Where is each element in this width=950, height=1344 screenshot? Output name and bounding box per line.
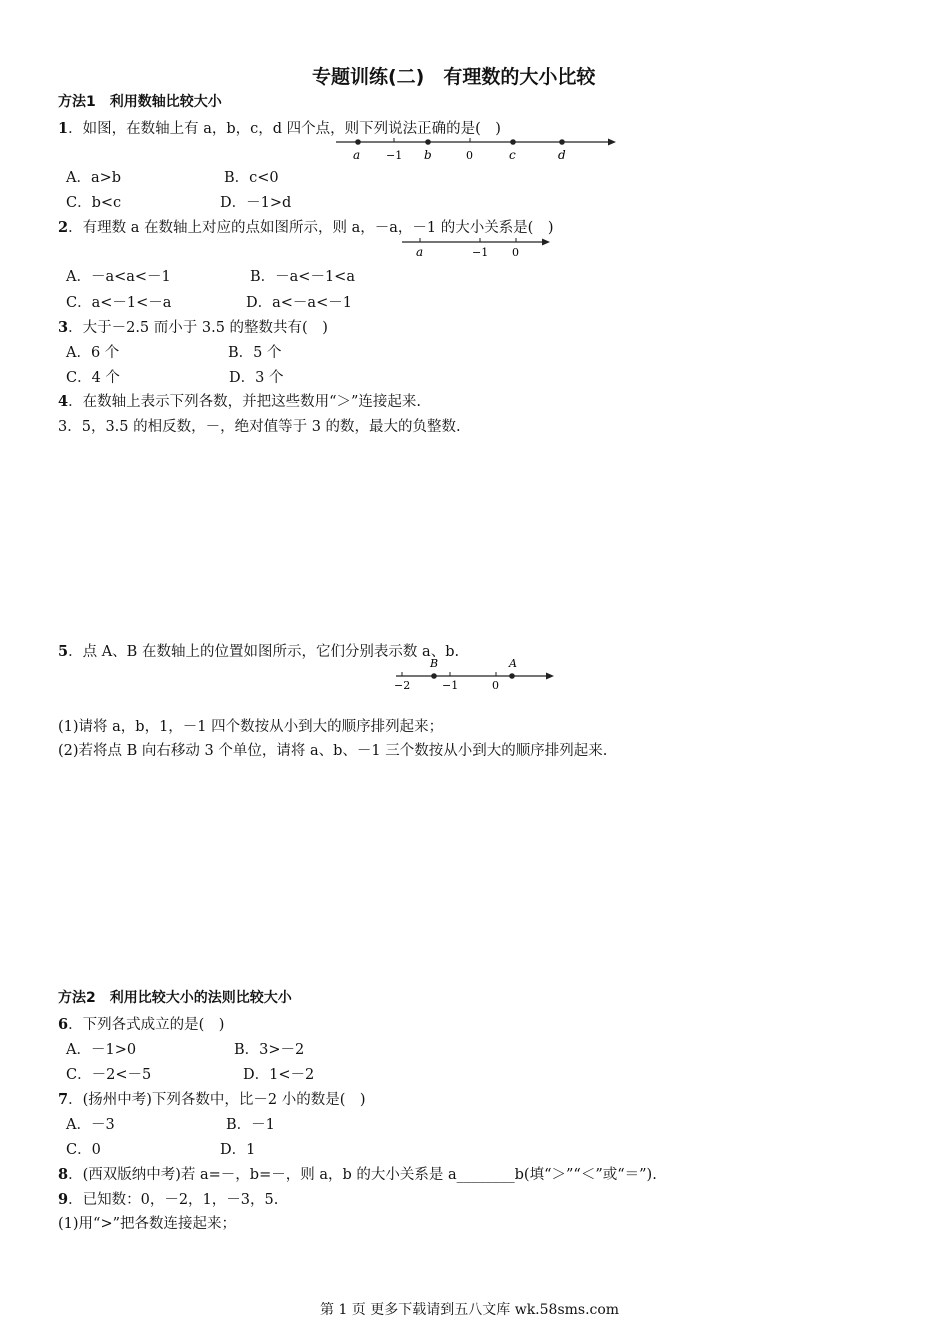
option-d[interactable]: D．a<－a<－1 — [246, 295, 352, 311]
question-9 — [58, 1188, 278, 1209]
page-title: 专题训练(二) 有理数的大小比较 — [312, 66, 596, 88]
question-text: ．下列各式成立的是( ) — [68, 1017, 225, 1033]
point-a — [509, 673, 515, 679]
axis-label: a — [353, 148, 361, 162]
option-d[interactable]: D．3 个 — [229, 370, 284, 386]
axis-arrow — [608, 139, 616, 146]
question-text: ．大于－2.5 而小于 3.5 的整数共有( ) — [68, 320, 328, 336]
axis-label: 0 — [492, 679, 499, 692]
question-number: 6 — [58, 1016, 69, 1033]
axis-label: 0 — [466, 149, 473, 162]
option-d[interactable]: D．－1>d — [220, 195, 292, 211]
question-text: ．在数轴上表示下列各数，并把这些数用“＞”连接起来. — [68, 394, 422, 410]
question-5-part-2: (2)若将点 B 向右移动 3 个单位，请将 a、b、－1 三个数按从小到大的顺序排列起来. — [58, 743, 608, 759]
point-a — [355, 139, 361, 145]
q5-number-line — [392, 654, 562, 692]
method1-heading: 方法1 利用数轴比较大小 — [58, 94, 222, 110]
question-text: ．有理数 a 在数轴上对应的点如图所示，则 a，－a，－1 的大小关系是( ) — [68, 220, 554, 236]
axis-label: −1 — [442, 679, 459, 692]
option-b[interactable]: B．5 个 — [228, 345, 282, 361]
question-number: 3 — [58, 319, 69, 336]
point-label: A — [509, 657, 517, 670]
question-6 — [58, 1013, 224, 1034]
axis-label: −1 — [386, 149, 403, 162]
question-7 — [58, 1088, 366, 1109]
axis-label: −2 — [394, 679, 411, 692]
question-number: 7 — [58, 1091, 69, 1108]
option-d[interactable]: D．1 — [220, 1142, 256, 1158]
point-label: B — [430, 657, 439, 670]
axis-label: −1 — [472, 246, 489, 259]
option-b[interactable]: B．－a<－1<a — [250, 269, 355, 285]
point-c — [510, 139, 516, 145]
question-4 — [58, 390, 421, 411]
axis-label: c — [509, 148, 516, 162]
question-text: ．如图，在数轴上有 a，b，c，d 四个点，则下列说法正确的是( ) — [68, 121, 501, 137]
option-a[interactable]: A．－a<a<－1 — [66, 269, 171, 285]
option-c[interactable]: C．a<－1<－a — [66, 295, 172, 311]
option-b[interactable]: B．c<0 — [224, 170, 279, 186]
method2-heading: 方法2 利用比较大小的法则比较大小 — [58, 990, 292, 1006]
question-number: 2 — [58, 219, 69, 236]
axis-label: 0 — [512, 246, 519, 259]
question-number: 5 — [58, 643, 69, 660]
question-text: ．已知数：0，－2，1，－3，5. — [68, 1192, 279, 1208]
point-b — [431, 673, 437, 679]
question-number: 9 — [58, 1191, 69, 1208]
axis-label: d — [558, 148, 566, 162]
q2-number-line — [398, 232, 558, 262]
question-3 — [58, 316, 328, 337]
axis-arrow — [546, 673, 554, 680]
axis-label: b — [424, 148, 432, 162]
option-a[interactable]: A．a>b — [66, 170, 122, 186]
question-number: 1 — [58, 120, 69, 137]
question-text: ．(西双版纳中考)若 a=－，b=－，则 a，b 的大小关系是 a________b(填“＞”“＜”或“＝”). — [68, 1167, 657, 1183]
question-text: ．(扬州中考)下列各数中，比－2 小的数是( ) — [68, 1092, 366, 1108]
question-number: 8 — [58, 1166, 69, 1183]
axis-label: a — [416, 245, 424, 259]
question-number: 4 — [58, 393, 69, 410]
option-c[interactable]: C．－2<－5 — [66, 1067, 152, 1083]
option-b[interactable]: B．3>－2 — [234, 1042, 305, 1058]
option-a[interactable]: A．－3 — [66, 1117, 115, 1133]
option-a[interactable]: A．6 个 — [66, 345, 120, 361]
question-9-part-1: (1)用“>”把各数连接起来； — [58, 1216, 237, 1232]
option-d[interactable]: D．1<－2 — [243, 1067, 315, 1083]
question-4-numbers: 3．5，3.5 的相反数，－，绝对值等于 3 的数，最大的负整数. — [58, 419, 461, 435]
question-text: ．点 A、B 在数轴上的位置如图所示，它们分别表示数 a、b. — [68, 644, 460, 660]
question-8 — [58, 1163, 657, 1184]
page-footer: 第 1 页 更多下载请到五八文库 wk.58sms.com — [320, 1302, 620, 1318]
option-b[interactable]: B．－1 — [226, 1117, 275, 1133]
option-c[interactable]: C．0 — [66, 1142, 101, 1158]
q1-number-line — [332, 132, 622, 166]
point-d — [559, 139, 565, 145]
option-a[interactable]: A．－1>0 — [66, 1042, 137, 1058]
axis-arrow — [542, 239, 550, 246]
option-c[interactable]: C．4 个 — [66, 370, 120, 386]
question-5-part-1: (1)请将 a，b，1，－1 四个数按从小到大的顺序排列起来； — [58, 719, 444, 735]
option-c[interactable]: C．b<c — [66, 195, 122, 211]
point-b — [425, 139, 431, 145]
